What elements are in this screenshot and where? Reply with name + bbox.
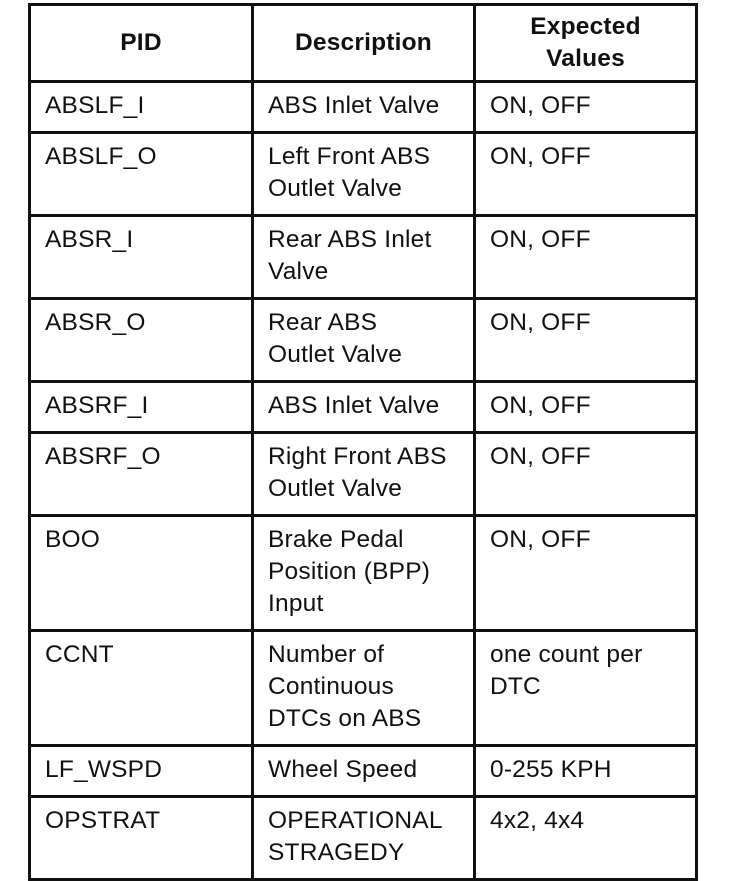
header-expected-line1: Expected (530, 13, 641, 40)
cell-expected-values (475, 746, 697, 797)
cell-pid: BOO (30, 516, 253, 631)
cell-expected-values-line: ON, OFF (490, 443, 591, 470)
cell-pid: LF_WSPD (30, 746, 253, 797)
table-row (30, 216, 697, 299)
cell-description (253, 797, 475, 880)
cell-pid: ABSLF_I (30, 82, 253, 133)
cell-description-line: Rear ABS Inlet (268, 226, 432, 253)
cell-description-line: ABS Inlet Valve (268, 392, 440, 419)
header-description: Description (253, 5, 475, 82)
table-row (30, 631, 697, 746)
cell-description-line: Outlet Valve (268, 475, 403, 502)
cell-description-line: Continuous (268, 673, 394, 700)
cell-pid: ABSR_O (30, 299, 253, 382)
cell-description (253, 216, 475, 299)
cell-description-line: ABS Inlet Valve (268, 92, 440, 119)
table-row (30, 82, 697, 133)
cell-description (253, 516, 475, 631)
cell-description (253, 631, 475, 746)
cell-expected-values (475, 631, 697, 746)
cell-description (253, 299, 475, 382)
cell-expected-values-line: ON, OFF (490, 309, 591, 336)
header-expected-line2: Values (546, 45, 625, 72)
cell-description-line: DTCs on ABS (268, 705, 422, 732)
cell-expected-values (475, 433, 697, 516)
cell-expected-values-line: one count per (490, 641, 643, 668)
cell-expected-values (475, 797, 697, 880)
cell-description-line: Wheel Speed (268, 756, 418, 783)
table-row (30, 133, 697, 216)
cell-description (253, 382, 475, 433)
cell-pid: ABSRF_I (30, 382, 253, 433)
cell-description (253, 82, 475, 133)
pid-table (28, 3, 698, 881)
table-body (30, 82, 697, 880)
cell-expected-values (475, 382, 697, 433)
cell-pid: ABSLF_O (30, 133, 253, 216)
cell-description (253, 746, 475, 797)
cell-description-line: Brake Pedal (268, 526, 404, 553)
cell-description-line: Input (268, 590, 324, 617)
cell-expected-values (475, 133, 697, 216)
cell-description-line: Left Front ABS (268, 143, 431, 170)
cell-pid: ABSR_I (30, 216, 253, 299)
cell-expected-values-line: ON, OFF (490, 526, 591, 553)
cell-expected-values-line: 0-255 KPH (490, 756, 612, 783)
table-row (30, 433, 697, 516)
cell-expected-values (475, 82, 697, 133)
cell-expected-values-line: ON, OFF (490, 143, 591, 170)
cell-description-line: Outlet Valve (268, 341, 403, 368)
cell-description-line: Position (BPP) (268, 558, 431, 585)
table-row (30, 516, 697, 631)
table-header (30, 5, 697, 82)
cell-pid: OPSTRAT (30, 797, 253, 880)
cell-expected-values (475, 299, 697, 382)
cell-description-line: Right Front ABS (268, 443, 447, 470)
cell-pid: CCNT (30, 631, 253, 746)
header-row (30, 5, 697, 82)
cell-expected-values-line: DTC (490, 673, 541, 700)
cell-pid: ABSRF_O (30, 433, 253, 516)
cell-description-line: STRAGEDY (268, 839, 405, 866)
cell-expected-values (475, 216, 697, 299)
cell-description-line: Rear ABS (268, 309, 378, 336)
cell-description-line: Number of (268, 641, 385, 668)
cell-expected-values-line: 4x2, 4x4 (490, 807, 585, 834)
cell-description (253, 433, 475, 516)
cell-description-line: Outlet Valve (268, 175, 403, 202)
cell-expected-values-line: ON, OFF (490, 226, 591, 253)
table-row (30, 299, 697, 382)
table-row (30, 797, 697, 880)
cell-expected-values (475, 516, 697, 631)
table-row (30, 382, 697, 433)
cell-expected-values-line: ON, OFF (490, 92, 591, 119)
table-row (30, 746, 697, 797)
header-pid: PID (30, 5, 253, 82)
cell-expected-values-line: ON, OFF (490, 392, 591, 419)
cell-description-line: Valve (268, 258, 329, 285)
cell-description-line: OPERATIONAL (268, 807, 443, 834)
cell-description (253, 133, 475, 216)
header-expected-values (475, 5, 697, 82)
